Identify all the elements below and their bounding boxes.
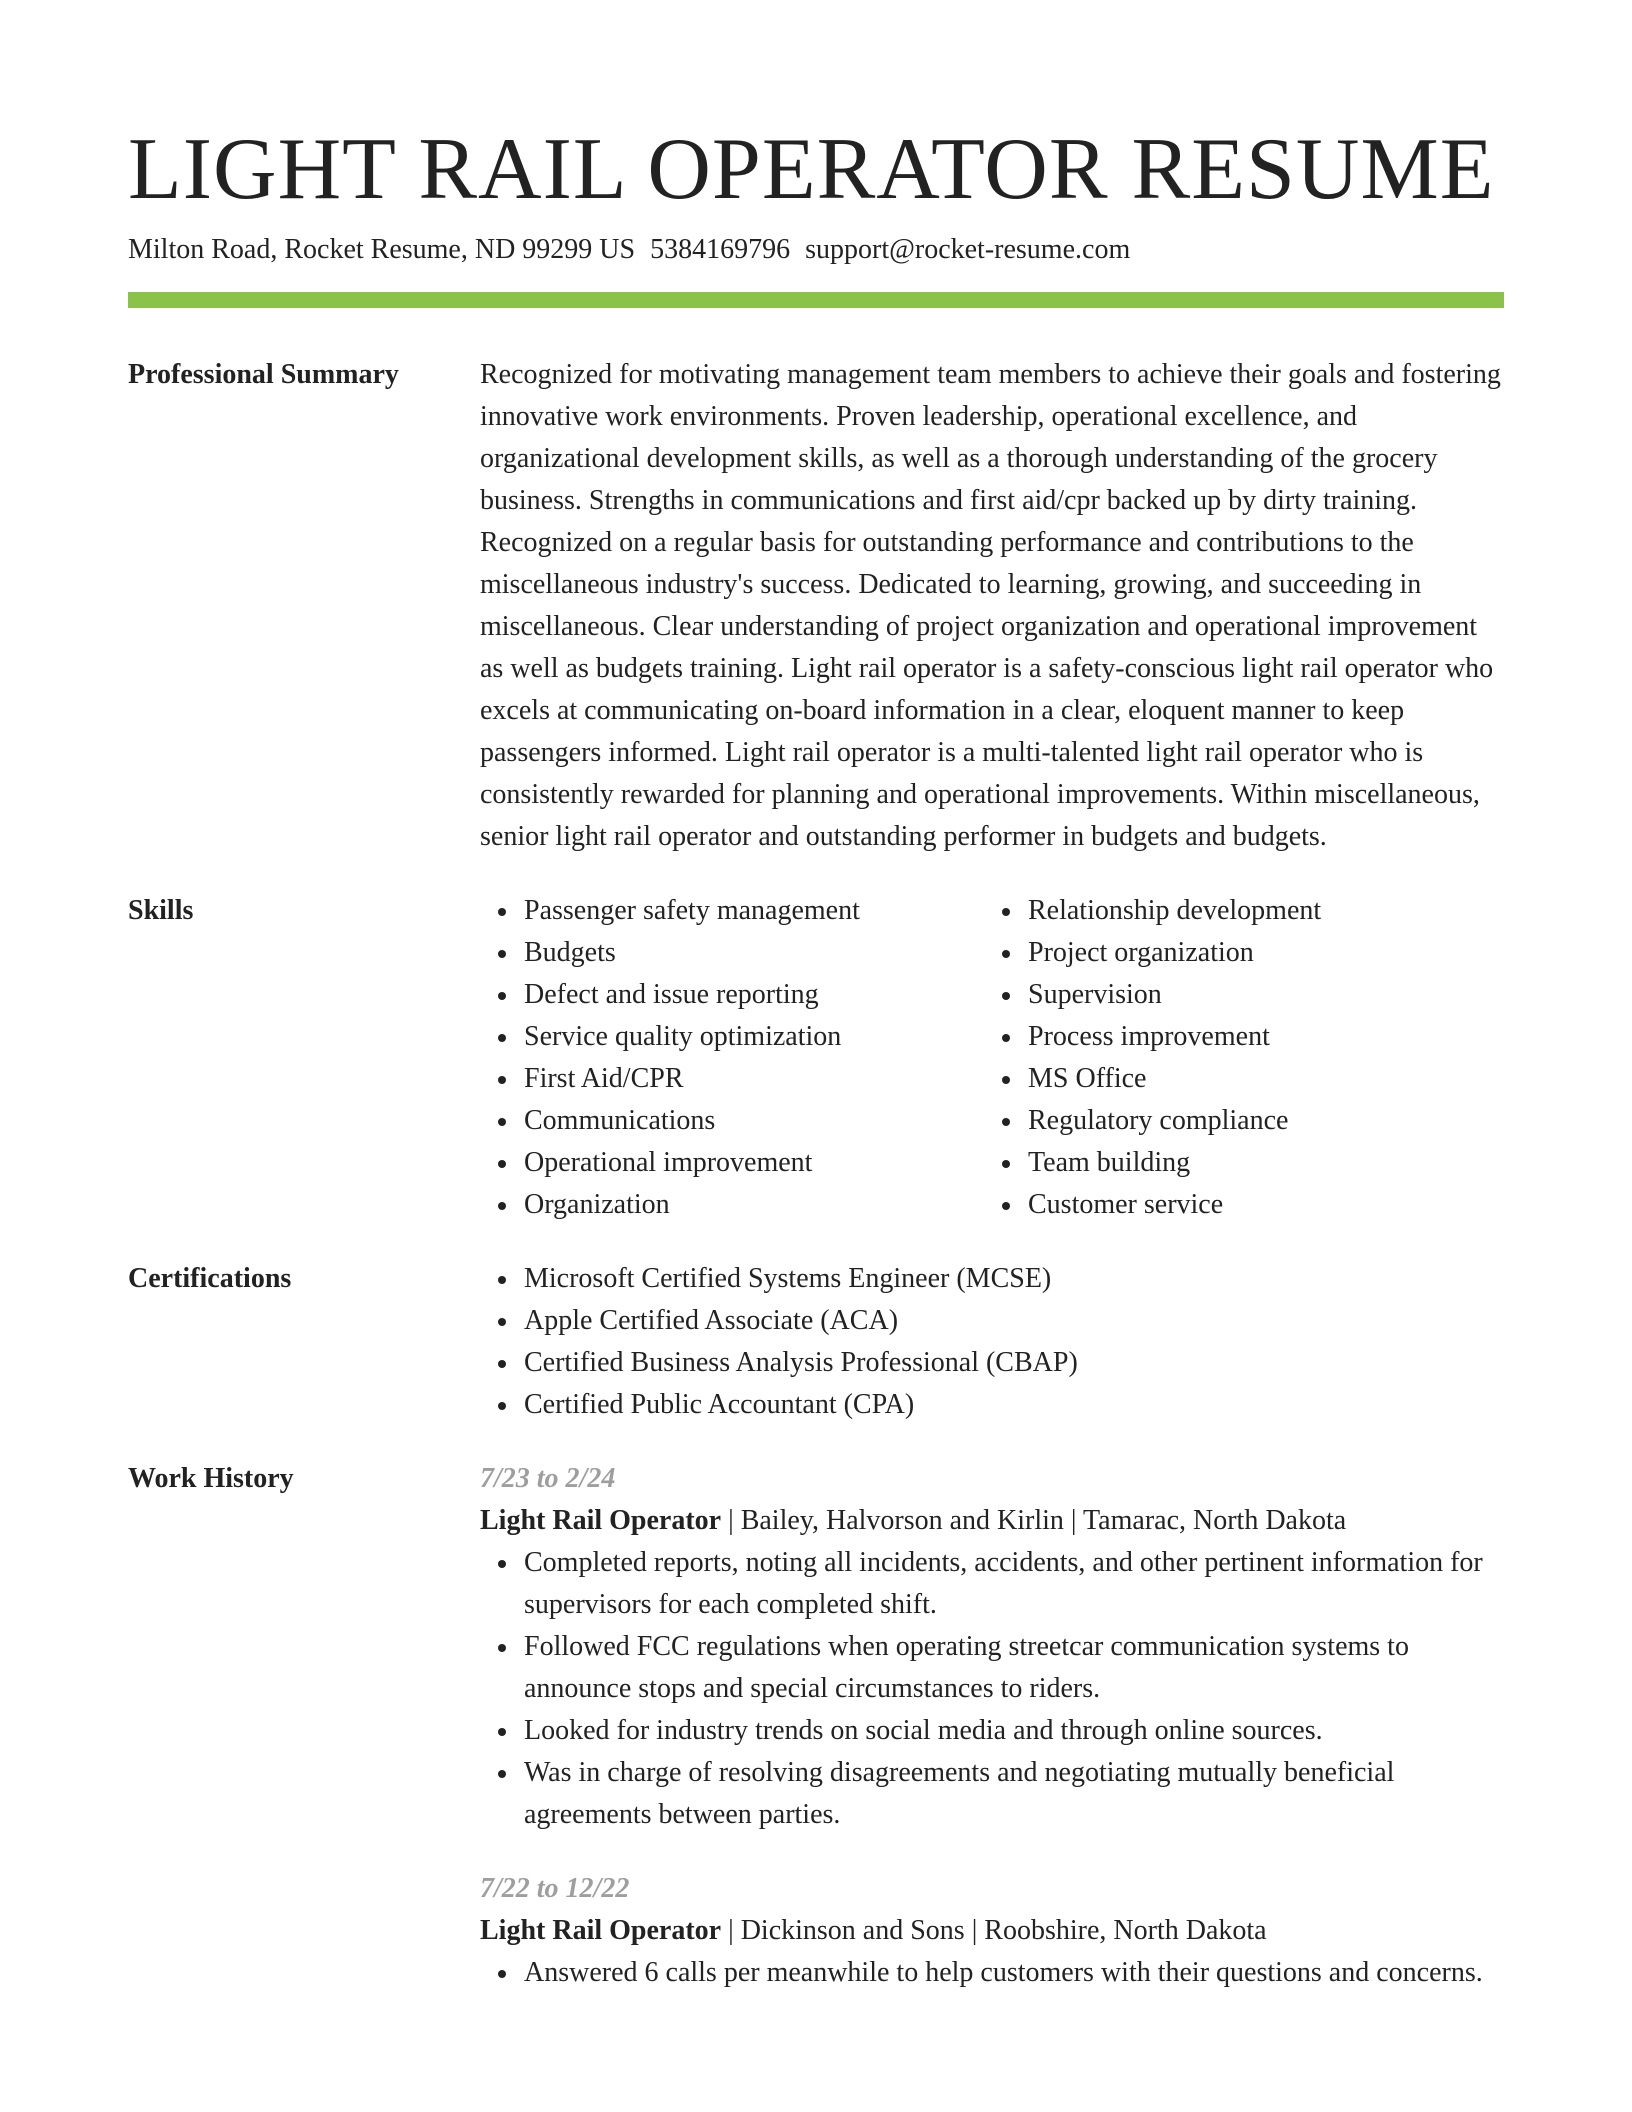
job-duties-list (480, 1542, 1504, 1836)
job-duty: Followed FCC regulations when operating streetcar communication systems to announce stops and special circumstances to riders. (524, 1626, 1504, 1710)
skill-item: MS Office (1028, 1058, 1321, 1100)
header-divider (128, 292, 1504, 308)
section-label-work-history: Work History (128, 1463, 294, 1494)
skill-item: Organization (524, 1184, 984, 1226)
skill-item: Operational improvement (524, 1142, 984, 1184)
certification-item: Certified Business Analysis Professional (CBAP) (524, 1342, 1504, 1384)
resume-title: LIGHT RAIL OPERATOR RESUME (128, 121, 1495, 218)
section-label-skills: Skills (128, 895, 194, 926)
skill-item: Supervision (1028, 974, 1321, 1016)
skill-item: Relationship development (1028, 890, 1321, 932)
job-entry (480, 1458, 1504, 1836)
skill-item: First Aid/CPR (524, 1058, 984, 1100)
contact-email[interactable]: support@rocket-resume.com (805, 234, 1131, 265)
skill-item: Team building (1028, 1142, 1321, 1184)
job-duty: Completed reports, noting all incidents, accidents, and other pertinent information for supervisors for each completed shift. (524, 1542, 1504, 1626)
skill-item: Regulatory compliance (1028, 1100, 1321, 1142)
job-duty: Was in charge of resolving disagreements and negotiating mutually beneficial agreements between parties. (524, 1752, 1504, 1836)
skills-grid (480, 890, 1504, 1226)
certifications-body (480, 1258, 1504, 1426)
summary-text: Recognized for motivating management team members to achieve their goals and fostering innovative work environments. Proven leadership, operational excellence, and organizational development skills, as well as a thorough understanding of the grocery business. Strengths in communications and first aid/cpr backed up by dirty training. Recognized on a regular basis for outstanding performance and contributions to the miscellaneous industry's success. Dedicated to learning, growing, and succeeding in miscellaneous. Clear understanding of project organization and operational improvement as well as budgets training. Light rail operator is a safety-conscious light rail operator who excels at communicating on-board information in a clear, eloquent manner to keep passengers informed. Light rail operator is a multi-talented light rail operator who is consistently rewarded for planning and operational improvements. Within miscellaneous, senior light rail operator and outstanding performer in budgets and budgets. (480, 359, 1501, 852)
certification-item: Apple Certified Associate (ACA) (524, 1300, 1504, 1342)
job-duties-list (480, 1952, 1504, 1994)
skills-section (128, 858, 1504, 1226)
section-label-certifications: Certifications (128, 1263, 292, 1294)
job-entry (480, 1868, 1504, 1994)
skill-item: Communications (524, 1100, 984, 1142)
job-title: Light Rail Operator (480, 1915, 722, 1946)
job-employer-location: | Dickinson and Sons | Roobshire, North Dakota (721, 1915, 1267, 1946)
certification-item: Microsoft Certified Systems Engineer (MCSE) (524, 1258, 1504, 1300)
section-label-summary: Professional Summary (128, 359, 399, 390)
certifications-section (128, 1226, 1504, 1426)
skills-list-right (984, 890, 1321, 1226)
work-history-section (128, 1426, 1504, 1994)
skill-item: Project organization (1028, 932, 1321, 974)
work-history-body (480, 1458, 1504, 1994)
skill-item: Customer service (1028, 1184, 1321, 1226)
job-dates: 7/22 to 12/22 (480, 1873, 630, 1904)
certifications-list (480, 1258, 1504, 1426)
contact-phone: 5384169796 (650, 234, 791, 265)
job-heading (480, 1500, 1504, 1542)
contact-line (128, 230, 1504, 270)
skill-item: Defect and issue reporting (524, 974, 984, 1016)
job-employer-location: | Bailey, Halvorson and Kirlin | Tamarac, North Dakota (721, 1505, 1347, 1536)
summary-section (128, 308, 1504, 858)
skill-item: Budgets (524, 932, 984, 974)
summary-body (480, 354, 1504, 858)
job-duty: Looked for industry trends on social media and through online sources. (524, 1710, 1504, 1752)
job-dates: 7/23 to 2/24 (480, 1463, 616, 1494)
skill-item: Passenger safety management (524, 890, 984, 932)
contact-address: Milton Road, Rocket Resume, ND 99299 US (128, 234, 636, 265)
skill-item: Process improvement (1028, 1016, 1321, 1058)
resume-page (128, 120, 1504, 1994)
skills-list-left (480, 890, 984, 1226)
job-duty: Answered 6 calls per meanwhile to help customers with their questions and concerns. (524, 1952, 1504, 1994)
certification-item: Certified Public Accountant (CPA) (524, 1384, 1504, 1426)
skill-item: Service quality optimization (524, 1016, 984, 1058)
job-heading (480, 1910, 1504, 1952)
job-title: Light Rail Operator (480, 1505, 722, 1536)
